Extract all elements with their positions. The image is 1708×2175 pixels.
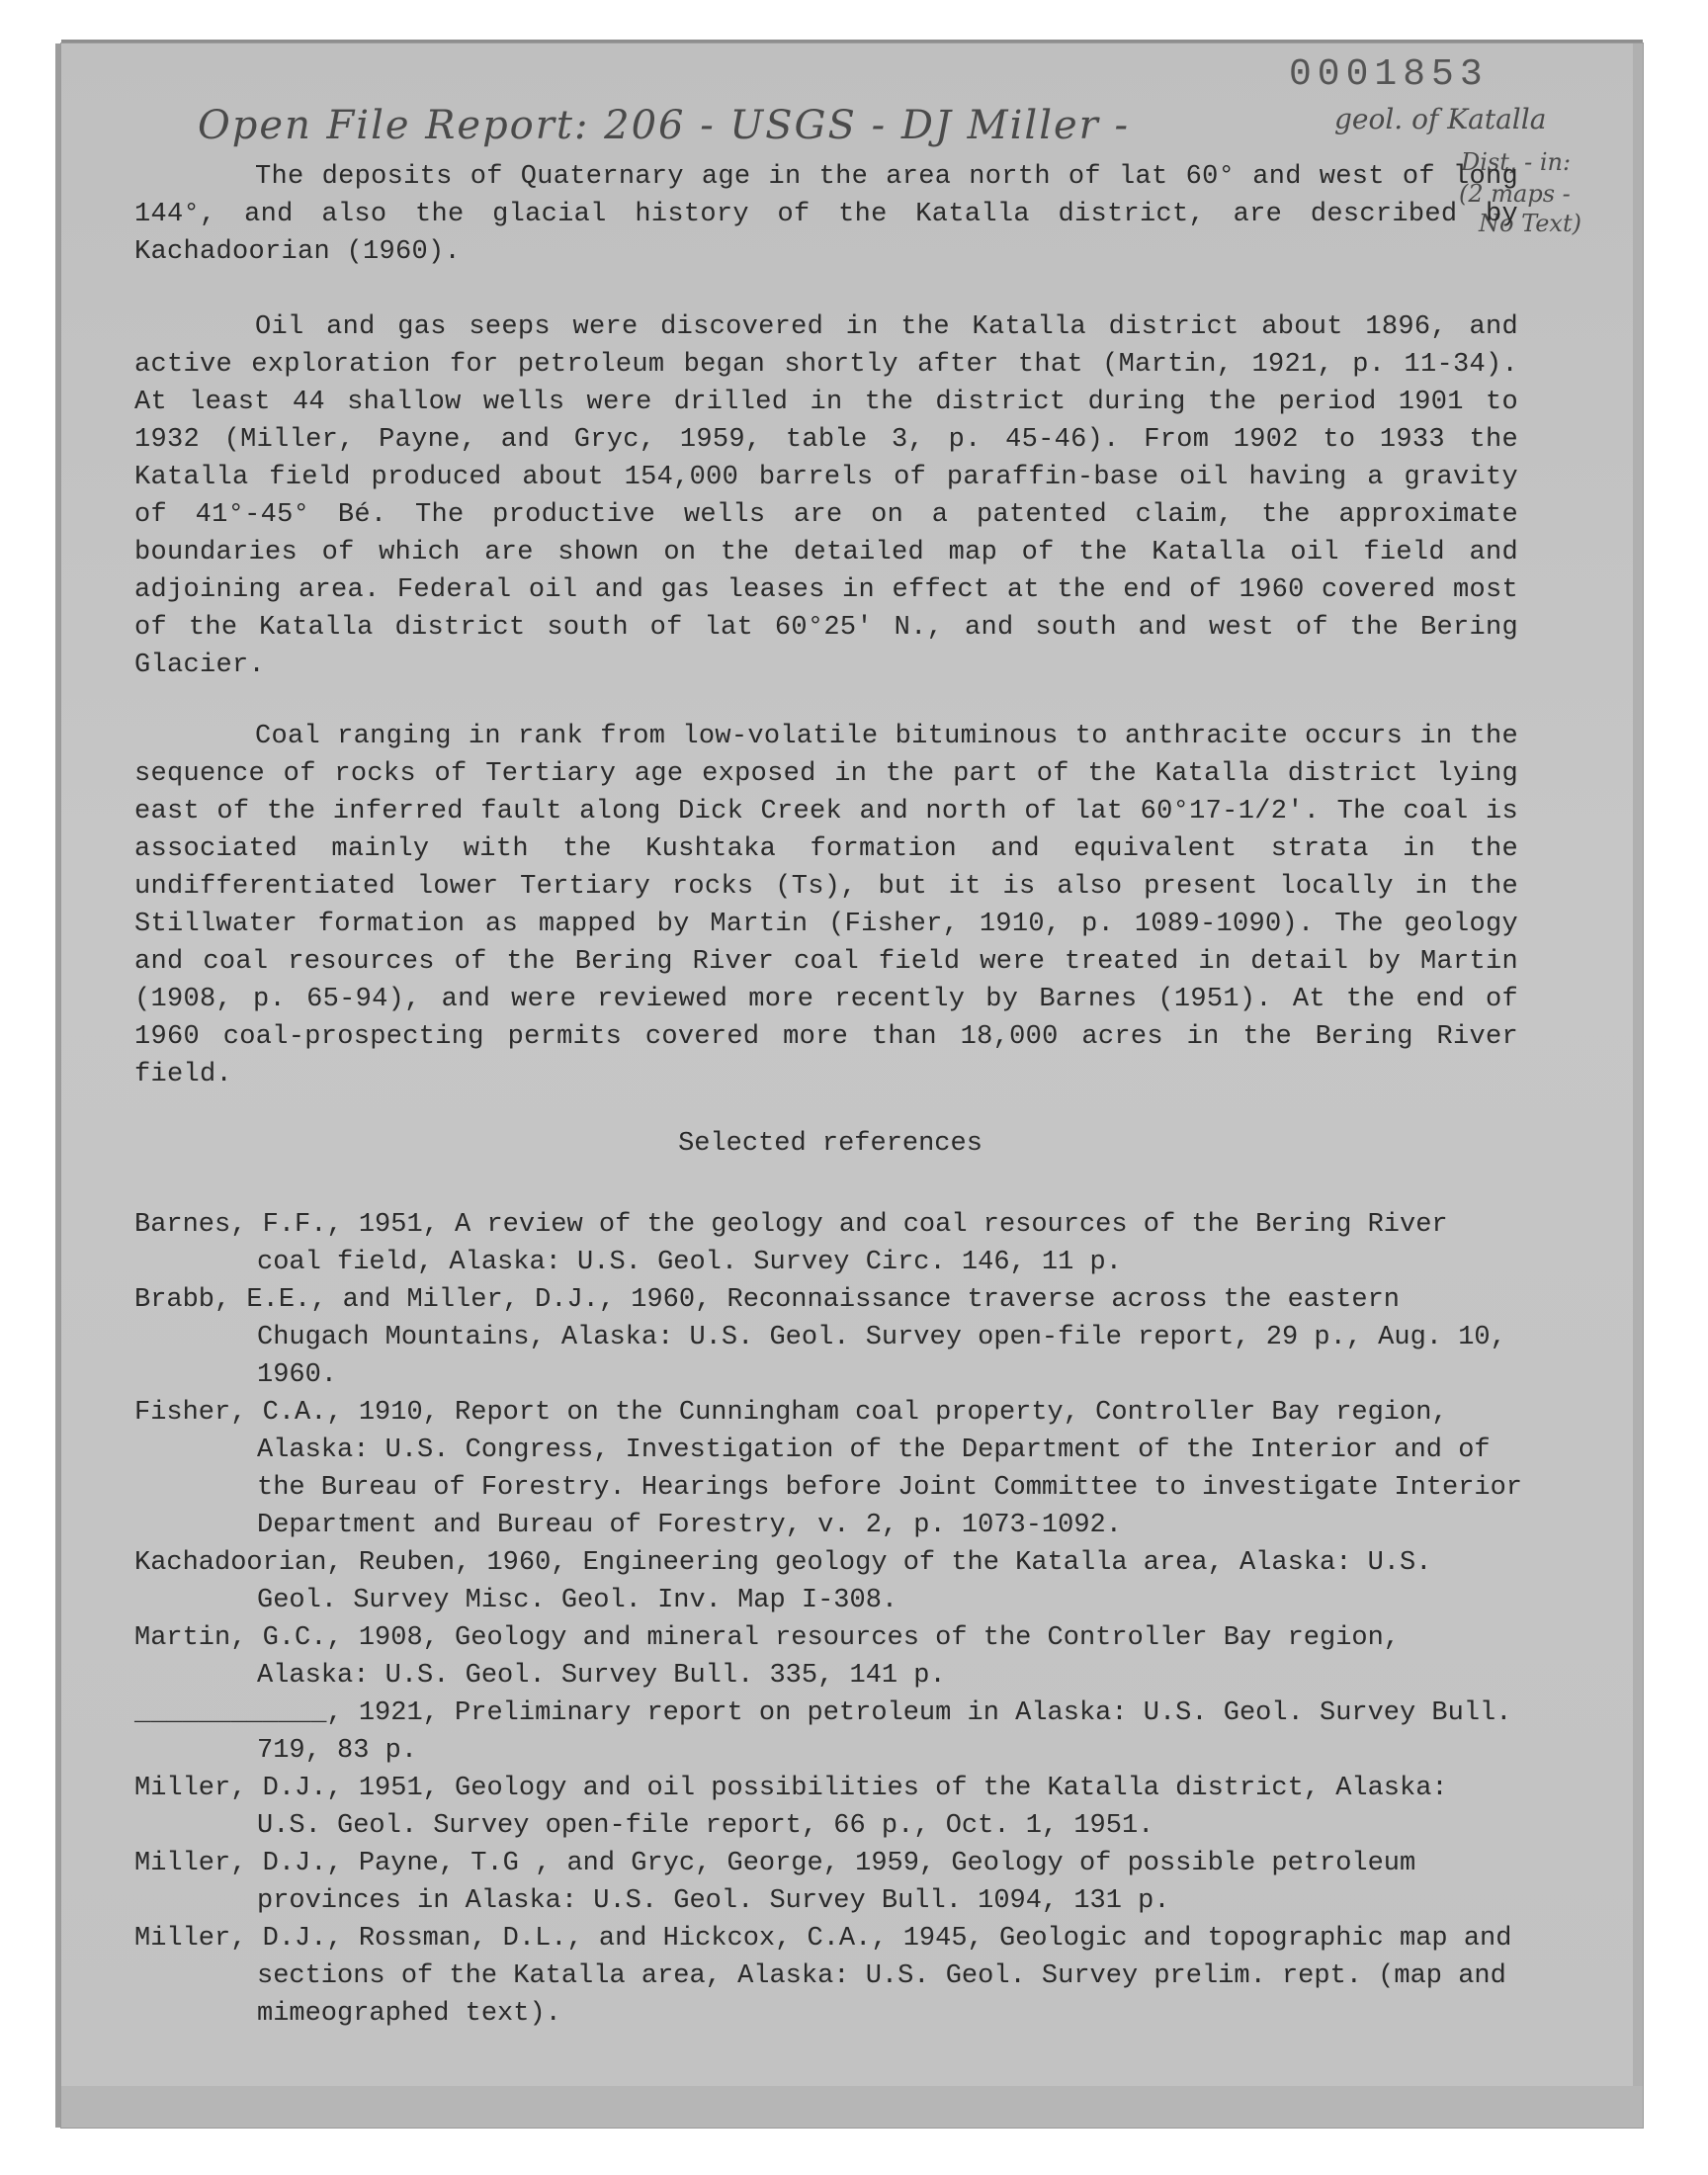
reference-item: Martin, G.C., 1908, Geology and mineral resources of the Controller Bay region, Alaska: U.S. Geol. Survey Bull. 335, 141 p. <box>134 1623 1401 1691</box>
handwritten-note-3: (2 maps - <box>1459 180 1571 208</box>
paper-bottom-edge <box>61 2086 1643 2128</box>
reference-item: Miller, D.J., Rossman, D.L., and Hickcox, C.A., 1945, Geologic and topographic map and sections of the Katalla area, Alaska: U.S. Geol. Survey prelim. rept. (map and mimeographed text). <box>134 1924 1512 2029</box>
reference-item: Barnes, F.F., 1951, A review of the geology and coal resources of the Bering River coal field, Alaska: U.S. Geol. Survey Circ. 146, 11 p. <box>134 1210 1448 1277</box>
handwritten-title: Open File Report: 206 - USGS - DJ Miller - <box>198 103 1131 148</box>
reference-item: Fisher, C.A., 1910, Report on the Cunningham coal property, Controller Bay region, Alaska: U.S. Congress, Investigation of the Department of the Interior and of the Bureau of Forestry. Hearings before Joint Committee to investigate Interior Department and Bureau of Forestry, v. 2, p. 1073-1092. <box>134 1398 1523 1540</box>
reference-item: Miller, D.J., 1951, Geology and oil possibilities of the Katalla district, Alaska: U.S. Geol. Survey open-file report, 66 p., Oct. 1, 1951. <box>134 1774 1448 1841</box>
reference-item: Kachadoorian, Reuben, 1960, Engineering geology of the Katalla area, Alaska: U.S. Geol. Survey Misc. Geol. Inv. Map I-308. <box>134 1548 1432 1615</box>
reference-item: Miller, D.J., Payne, T.G , and Gryc, George, 1959, Geology of possible petroleum provinces in Alaska: U.S. Geol. Survey Bull. 1094, 131 p. <box>134 1849 1416 1916</box>
references-list <box>134 1206 1526 2033</box>
document-stamp-number: 0001853 <box>1289 53 1489 96</box>
handwritten-note-1: geol. of Katalla <box>1334 103 1547 135</box>
handwritten-note-2: Dist, - in: <box>1461 148 1572 176</box>
reference-item: ____________, 1921, Preliminary report on petroleum in Alaska: U.S. Geol. Survey Bull. 719, 83 p. <box>134 1698 1512 1766</box>
paragraph-text: Oil and gas seeps were discovered in the Katalla district about 1896, and active exploration for petroleum began shortly after that (Martin, 1921, p. 11-34). At least 44 shallow wells were drilled in the district during the period 1901 to 1932 (Miller, Payne, and Gryc, 1959, table 3, p. 45-46). From 1902 to 1933 the Katalla field produced about 154,000 barrels of paraffin-base oil having a gravity of 41°-45° Bé. The productive wells are on a patented claim, the approximate boundaries of which are shown on the detailed map of the Katalla oil field and adjoining area. Federal oil and gas leases in effect at the end of 1960 covered most of the Katalla district south of lat 60°25' N., and south and west of the Bering Glacier. <box>134 312 1518 680</box>
paragraph-text: Coal ranging in rank from low-volatile bituminous to anthracite occurs in the sequence of rocks of Tertiary age exposed in the part of the Katalla district lying east of the inferred fault along Dick Creek and north of lat 60°17-1/2'. The coal is associated mainly with the Kushtaka formation and equivalent strata in the undifferentiated lower Tertiary rocks (Ts), but it is also present locally in the Stillwater formation as mapped by Martin (Fisher, 1910, p. 1089-1090). The geology and coal resources of the Bering River coal field were treated in detail by Martin (1908, p. 65-94), and were reviewed more recently by Barnes (1951). At the end of 1960 coal-prospecting permits covered more than 18,000 acres in the Bering River field. <box>134 722 1518 1089</box>
paper-right-edge <box>1633 44 1643 2128</box>
paragraph-quaternary <box>134 158 1518 271</box>
handwritten-note-4: No Text) <box>1479 210 1581 237</box>
references-heading: Selected references <box>678 1129 982 1159</box>
paragraph-coal <box>134 718 1518 1093</box>
paragraph-text: The deposits of Quaternary age in the area north of lat 60° and west of long 144°, and also the glacial history of the Katalla district, are described by Kachadoorian (1960). <box>134 162 1518 267</box>
reference-item: Brabb, E.E., and Miller, D.J., 1960, Reconnaissance traverse across the eastern Chugach Mountains, Alaska: U.S. Geol. Survey open-file report, 29 p., Aug. 10, 1960. <box>134 1285 1506 1390</box>
paragraph-oil-gas <box>134 308 1518 684</box>
